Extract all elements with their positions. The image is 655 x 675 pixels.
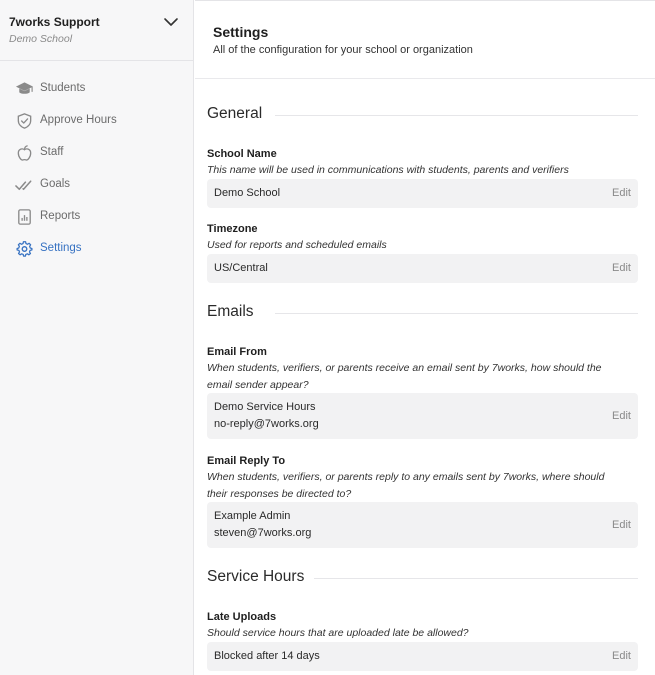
field-desc-email-from: When students, verifiers, or parents receive an email sent by 7works, how should the email sender appear? xyxy=(207,362,602,391)
field-label-late-uploads: Late Uploads xyxy=(207,611,277,623)
section-title-service-hours: Service Hours xyxy=(207,568,314,586)
edit-timezone-button[interactable]: Edit xyxy=(612,262,631,274)
chevron-down-icon[interactable] xyxy=(163,16,179,28)
sidebar-item-approve-hours[interactable] xyxy=(0,107,193,135)
timezone-value: US/Central xyxy=(214,262,268,274)
field-label-email-from: Email From xyxy=(207,346,267,358)
apple-icon xyxy=(15,144,34,162)
page-subtitle: All of the configuration for your school or organization xyxy=(213,44,473,56)
org-school-name: Demo School xyxy=(9,33,73,45)
gear-icon xyxy=(15,240,34,258)
sidebar-item-label: Reports xyxy=(40,210,81,222)
school-name-value: Demo School xyxy=(214,187,281,199)
section-divider xyxy=(275,115,638,116)
field-desc-email-reply-to: When students, verifiers, or parents reply to any emails sent by 7works, where should their responses be directed to? xyxy=(207,471,605,500)
sidebar-item-settings[interactable] xyxy=(0,235,193,263)
edit-late-uploads-button[interactable]: Edit xyxy=(612,650,631,662)
header-divider xyxy=(195,78,655,79)
field-label-school-name: School Name xyxy=(207,148,277,160)
org-switcher[interactable] xyxy=(0,0,194,61)
sidebar-item-staff[interactable] xyxy=(0,139,193,167)
double-check-icon xyxy=(15,176,34,194)
reply-to-address-value: steven@7works.org xyxy=(214,527,312,539)
field-late-uploads xyxy=(207,642,638,671)
field-label-timezone: Timezone xyxy=(207,223,258,235)
sidebar xyxy=(0,0,194,675)
shield-check-icon xyxy=(15,112,34,130)
graduation-cap-icon xyxy=(15,80,34,98)
field-desc-late-uploads: Should service hours that are uploaded late be allowed? xyxy=(207,627,469,639)
field-email-reply-to xyxy=(207,502,638,548)
section-title-emails: Emails xyxy=(207,303,264,321)
email-from-address-value: no-reply@7works.org xyxy=(214,418,319,430)
edit-email-from-button[interactable]: Edit xyxy=(612,410,631,422)
reply-to-name-value: Example Admin xyxy=(214,510,291,522)
org-name: 7works Support xyxy=(9,15,100,29)
sidebar-item-reports[interactable] xyxy=(0,203,193,231)
sidebar-item-label: Goals xyxy=(40,178,71,190)
report-chart-icon xyxy=(15,208,34,226)
sidebar-item-students[interactable] xyxy=(0,75,193,103)
late-uploads-value: Blocked after 14 days xyxy=(214,650,320,662)
section-divider xyxy=(275,578,638,579)
sidebar-item-goals[interactable] xyxy=(0,171,193,199)
edit-email-reply-to-button[interactable]: Edit xyxy=(612,519,631,531)
field-school-name xyxy=(207,179,638,208)
sidebar-item-label: Settings xyxy=(40,242,82,254)
edit-school-name-button[interactable]: Edit xyxy=(612,187,631,199)
sidebar-item-label: Approve Hours xyxy=(40,114,117,126)
sidebar-item-label: Staff xyxy=(40,146,64,158)
sidebar-item-label: Students xyxy=(40,82,86,94)
field-desc-timezone: Used for reports and scheduled emails xyxy=(207,239,387,251)
field-label-email-reply-to: Email Reply To xyxy=(207,455,286,467)
section-title-general: General xyxy=(207,105,272,123)
main-content xyxy=(195,0,655,675)
section-divider xyxy=(275,313,638,314)
page-title: Settings xyxy=(213,24,269,40)
field-desc-school-name: This name will be used in communications with students, parents and verifiers xyxy=(207,164,569,176)
top-divider xyxy=(195,0,655,1)
field-timezone xyxy=(207,254,638,283)
email-from-name-value: Demo Service Hours xyxy=(214,401,316,413)
field-email-from xyxy=(207,393,638,439)
